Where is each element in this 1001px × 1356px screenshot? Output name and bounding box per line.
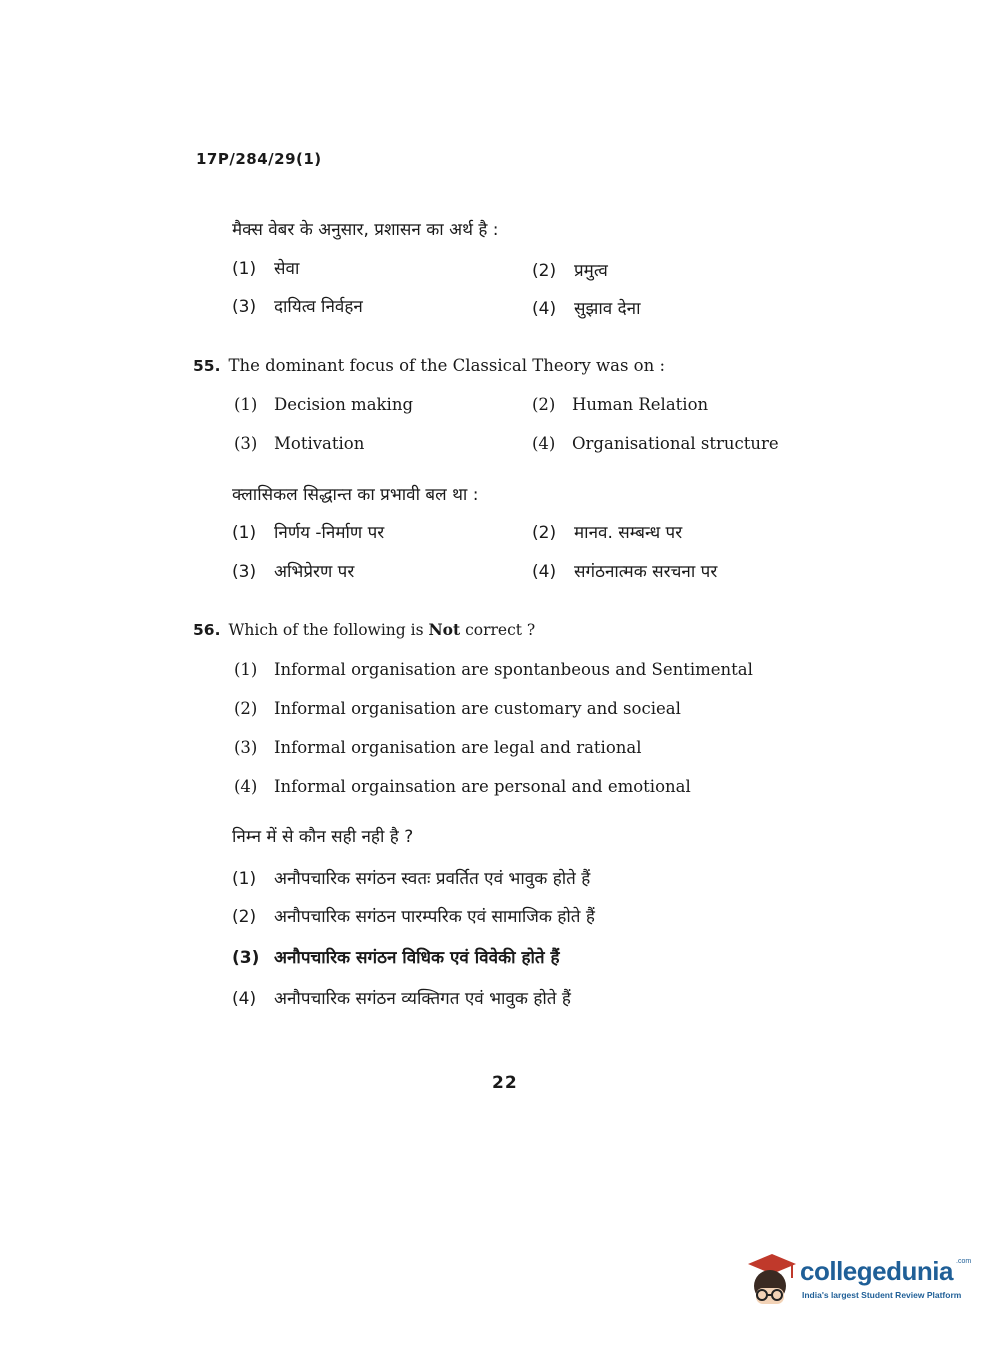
mascot-icon <box>742 1250 798 1310</box>
q56-option-4: (4) Informal orgainsation are personal and emotional <box>234 777 691 796</box>
page-number: 22 <box>492 1073 518 1093</box>
q55-option-2: (2) Human Relation <box>532 395 709 414</box>
q56-hindi-option-1: (1) अनौपचारिक सगंठन स्वतः प्रवर्तित एवं भावुक होते हैं <box>232 869 591 889</box>
paper-code: 17P/284/29(1) <box>196 150 322 168</box>
q56-hindi-option-3: (3) अनौपचारिक सगंठन विधिक एवं विवेकी होते हैं <box>232 948 560 968</box>
q54-hindi-option-4: (4) सुझाव देना <box>532 299 641 319</box>
q55-hindi-stem: क्लासिकल सिद्धान्त का प्रभावी बल था : <box>232 485 479 505</box>
q55-stem: 55. The dominant focus of the Classical Theory was on : <box>193 356 666 375</box>
q55-hindi-option-1: (1) निर्णय -निर्माण पर <box>232 523 385 543</box>
q55-option-3: (3) Motivation <box>234 434 365 453</box>
q56-stem-emphasis: Not <box>428 620 461 639</box>
q56-hindi-option-2: (2) अनौपचारिक सगंठन पारम्परिक एवं सामाजिक होते हैं <box>232 907 595 927</box>
q56-option-3: (3) Informal organisation are legal and rational <box>234 738 642 757</box>
q56-option-1: (1) Informal organisation are spontanbeous and Sentimental <box>234 660 753 679</box>
q54-hindi-stem: मैक्स वेबर के अनुसार, प्रशासन का अर्थ है : <box>232 220 499 240</box>
q54-hindi-option-2: (2) प्रमुत्व <box>532 261 608 281</box>
q55-option-4: (4) Organisational structure <box>532 434 779 453</box>
q55-hindi-option-3: (3) अभिप्रेरण पर <box>232 562 355 582</box>
q56-stem: 56. Which of the following is Not correct ? <box>193 620 536 639</box>
q56-option-2: (2) Informal organisation are customary and socieal <box>234 699 681 718</box>
q55-hindi-option-4: (4) सगंठनात्मक सरचना पर <box>532 562 718 582</box>
logo-brand-suffix: .com <box>956 1258 972 1265</box>
q55-hindi-option-2: (2) मानव. सम्बन्ध पर <box>532 523 683 543</box>
logo-brand-text: collegedunia <box>800 1256 953 1286</box>
q56-hindi-option-4: (4) अनौपचारिक सगंठन व्यक्तिगत एवं भावुक होते हैं <box>232 989 571 1009</box>
collegedunia-logo <box>742 1250 972 1310</box>
q54-hindi-option-3: (3) दायित्व निर्वहन <box>232 297 363 317</box>
q55-option-1: (1) Decision making <box>234 395 414 414</box>
q54-hindi-option-1: (1) सेवा <box>232 259 300 279</box>
q56-hindi-stem: निम्न में से कौन सही नही है ? <box>232 827 414 847</box>
logo-tagline: India's largest Student Review Platform <box>802 1290 962 1300</box>
